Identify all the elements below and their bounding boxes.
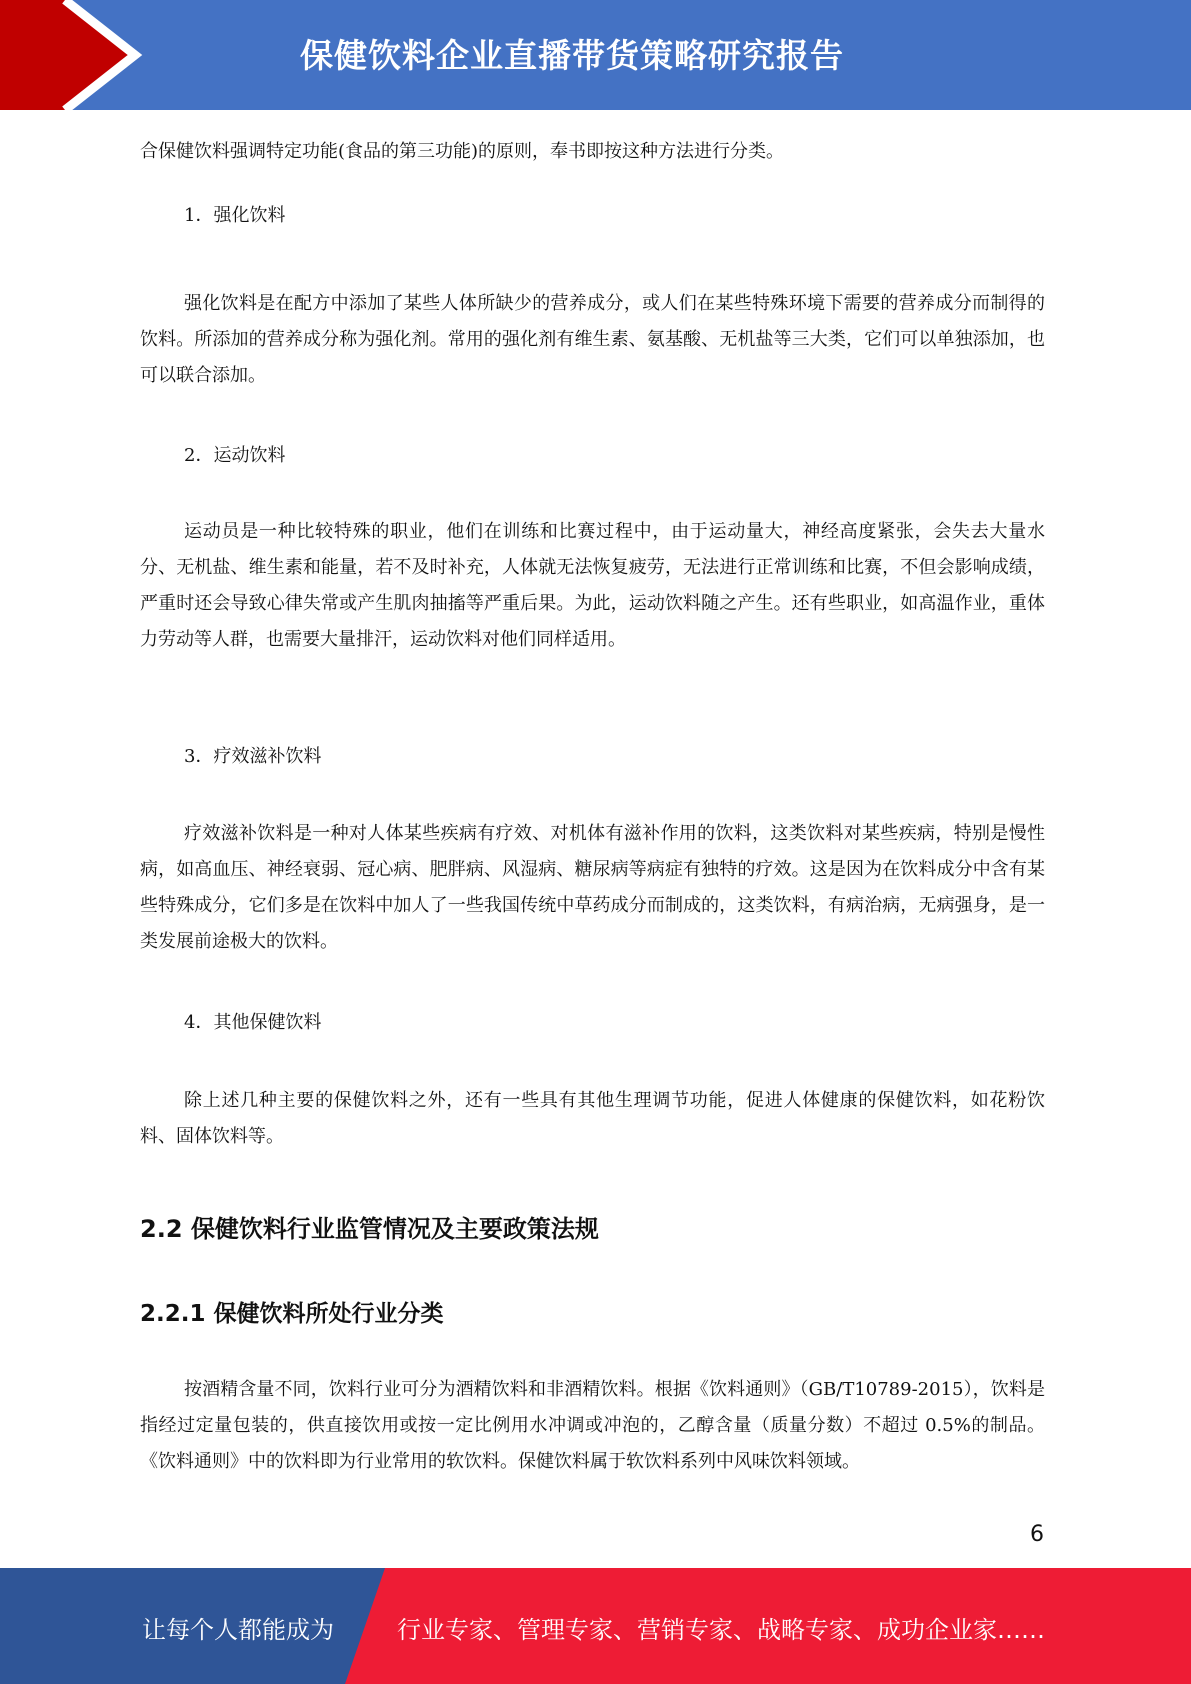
subheading-other: 4．其他保健饮料	[184, 1012, 322, 1033]
chevron-decoration	[0, 0, 200, 110]
paragraph-fortified: 强化饮料是在配方中添加了某些人体所缺少的营养成分，或人们在某些特殊环境下需要的营养成分而制得的饮料。所添加的营养成分称为强化剂。常用的强化剂有维生素、氨基酸、无机盐等三大类，它们可以单独添加，也可以联合添加。	[140, 293, 1045, 386]
footer-slogan-right: 行业专家、管理专家、营销专家、战略专家、成功企业家……	[397, 1616, 1045, 1644]
subheading-tonic: 3．疗效滋补饮料	[184, 746, 322, 767]
section-heading-2-2-1: 2.2.1 保健饮料所处行业分类	[140, 1301, 444, 1327]
subheading-sports: 2．运动饮料	[184, 445, 286, 466]
section-heading-2-2: 2.2 保健饮料行业监管情况及主要政策法规	[140, 1215, 599, 1243]
page-number: 6	[1030, 1522, 1044, 1547]
footer-slogan-left: 让每个人都能成为	[142, 1616, 334, 1644]
paragraph-intro: 合保健饮料强调特定功能(食品的第三功能)的原则，奉书即按这种方法进行分类。	[140, 141, 785, 162]
footer-banner	[0, 1568, 1191, 1684]
paragraph-other: 除上述几种主要的保健饮料之外，还有一些具有其他生理调节功能，促进人体健康的保健饮料，如花粉饮料、固体饮料等。	[140, 1090, 1045, 1147]
report-title: 保健饮料企业直播带货策略研究报告	[300, 36, 844, 75]
paragraph-sports: 运动员是一种比较特殊的职业，他们在训练和比赛过程中，由于运动量大，神经高度紧张，会失去大量水分、无机盐、维生素和能量，若不及时补充，人体就无法恢复疲劳，无法进行正常训练和比赛，不但会影响成绩，严重时还会导致心律失常或产生肌肉抽搐等严重后果。为此，运动饮料随之产生。还有些职业，如高温作业，重体力劳动等人群，也需要大量排汗，运动饮料对他们同样适用。	[140, 521, 1045, 650]
subheading-fortified: 1．强化饮料	[184, 205, 286, 226]
paragraph-classification: 按酒精含量不同，饮料行业可分为酒精饮料和非酒精饮料。根据《饮料通则》（GB/T10789-2015），饮料是指经过定量包装的，供直接饮用或按一定比例用水冲调或冲泡的，乙醇含量（质量分数）不超过 0.5%的制品。《饮料通则》中的饮料即为行业常用的软饮料。保健饮料属于软饮料系列中风味饮料领域。	[140, 1379, 1045, 1472]
paragraph-tonic: 疗效滋补饮料是一种对人体某些疾病有疗效、对机体有滋补作用的饮料，这类饮料对某些疾病，特别是慢性病，如高血压、神经衰弱、冠心病、肥胖病、风湿病、糖尿病等病症有独特的疗效。这是因为在饮料成分中含有某些特殊成分，它们多是在饮料中加人了一些我国传统中草药成分而制成的，这类饮料，有病治病，无病强身，是一类发展前途极大的饮料。	[140, 823, 1045, 952]
header-banner	[0, 0, 1191, 110]
